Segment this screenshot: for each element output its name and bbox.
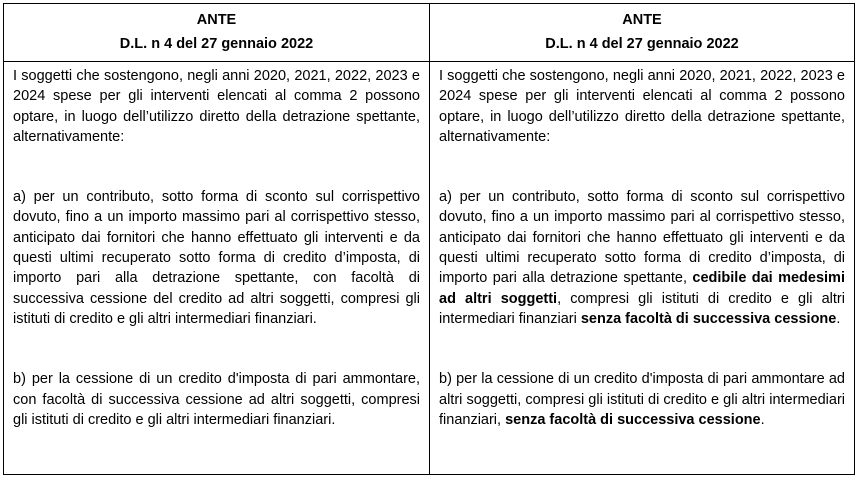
right-item-b-paragraph	[439, 369, 845, 430]
right-item-a-highlight-1: cedibile dai medesimi ad altri soggetti	[439, 270, 845, 307]
comparison-table-container	[3, 3, 854, 475]
body-row	[4, 62, 855, 475]
right-item-a-highlight-2: senza facoltà di successiva cessione	[580, 310, 837, 327]
left-item-a-paragraph: a) per un contributo, sotto forma di sconto sul corrispettivo dovuto, fino a un importo massimo pari al corrispettivo stesso, anticipato dai fornitori che hanno effettuato gli interventi e da questi ultimi recuperato sotto forma di credito d’imposta, di importo pari alla detrazione spettante, con facoltà di successiva cessione del credito ad altri soggetti, compresi gli istituti di credito e gli altri intermediari finanziari.	[13, 189, 420, 327]
right-intro-paragraph: I soggetti che sostengono, negli anni 2020, 2021, 2022, 2023 e 2024 spese per gli interventi elencati al comma 2 possono optare, in luogo dell’utilizzo diretto della detrazione spettante, alternativamente:	[439, 68, 845, 145]
right-item-b-text-2: .	[760, 411, 765, 428]
right-header-title: ANTE	[622, 12, 662, 28]
left-header-title: ANTE	[196, 12, 237, 28]
left-column-header	[4, 4, 430, 62]
right-item-b-highlight: senza facoltà di successiva cessione	[505, 411, 761, 428]
right-header-subtitle: D.L. n 4 del 27 gennaio 2022	[545, 36, 739, 52]
right-item-a-paragraph	[439, 187, 845, 329]
header-row	[4, 4, 855, 62]
left-header-subtitle: D.L. n 4 del 27 gennaio 2022	[119, 36, 314, 52]
right-item-a-text-1: a) per un contributo, sotto forma di sconto sul corrispettivo dovuto, fino a un importo massimo pari al corrispettivo stesso, anticipato dai fornitori che hanno effettuato gli interventi e da questi ultimi recuperato sotto forma di credito d’imposta, di importo pari alla detrazione spettante,	[439, 189, 845, 287]
right-item-a-text-3: .	[836, 310, 841, 327]
left-item-b-paragraph: b) per la cessione di un credito d'imposta di pari ammontare, con facoltà di successiva cessione ad altri soggetti, compresi gli istituti di credito e gli altri intermediari finanziari.	[13, 371, 420, 428]
right-item-b-text-1: b) per la cessione di un credito d'imposta di pari ammontare ad altri soggetti, compresi gli istituti di credito e gli altri intermediari finanziari,	[439, 371, 845, 428]
left-column-body	[4, 62, 430, 475]
right-item-a-text-2: , compresi gli istituti di credito e gli altri intermediari finanziari	[439, 290, 845, 327]
right-column-header	[430, 4, 855, 62]
comparison-table	[3, 3, 855, 475]
left-intro-paragraph: I soggetti che sostengono, negli anni 2020, 2021, 2022, 2023 e 2024 spese per gli interventi elencati al comma 2 possono optare, in luogo dell’utilizzo diretto della detrazione spettante, alternativamente:	[13, 68, 420, 145]
right-column-body	[430, 62, 855, 475]
